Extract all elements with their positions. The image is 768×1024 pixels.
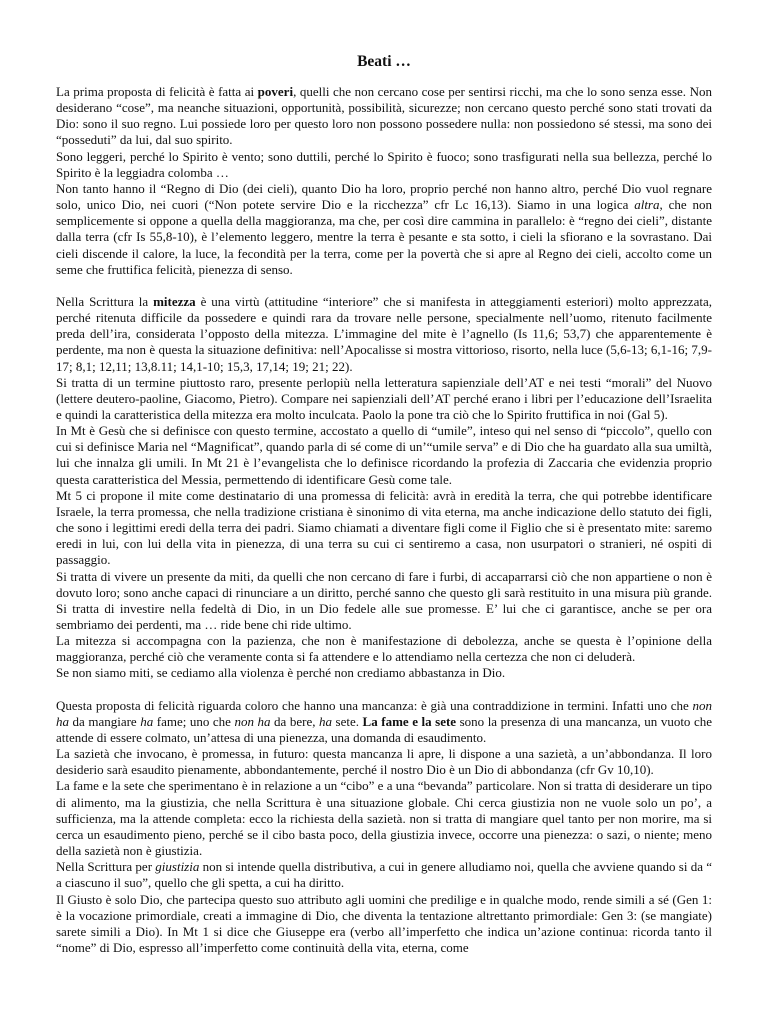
section-gap — [56, 278, 712, 294]
section-1 — [56, 84, 712, 278]
paragraph: Sono leggeri, perché lo Spirito è vento; sono duttili, perché lo Spirito è fuoco; sono trasfigurati nella sua bellezza, perché lo Spirito è la leggiadra colomba … — [56, 148, 712, 180]
paragraph: Il Giusto è solo Dio, che partecipa questo suo attributo agli uomini che predilige e in qualche modo, rende simili a sé (Gen 1: è la vocazione primordiale, creati a immagine di Dio, che diventa la tentazione altrettanto primordiale: Gen 3: (se mangiate) sarete simili a Dio). In Mt 1 si dice che Giuseppe era (verbo all’imperfetto che indica un’azione continua: ricorda tanto il “nome” di Dio, espresso all’imperfetto come continuità della vita, eterna, come — [56, 891, 712, 955]
paragraph: Se non siamo miti, se cediamo alla violenza è perché non crediamo abbastanza in Dio. — [56, 665, 506, 681]
section-gap — [56, 682, 712, 698]
paragraph: Nella Scrittura per giustizia non si intende quella distributiva, a cui in genere alludiamo noi, quella che avviene quando si da “ a ciascuno il suo”, quello che gli spetta, a cui ha diritto. — [56, 859, 713, 891]
italic-term: non ha — [234, 713, 271, 729]
paragraph: Questa proposta di felicità riguarda coloro che hanno una mancanza: è già una contraddizione in termini. Infatti uno che non ha da mangiare ha fame; uno che non ha da bere, ha sete. La fame e la sete sono la presenza di una mancanza, un vuoto che attende di essere colmato, un’attesa di una pienezza, una domanda di esaudimento. — [56, 697, 713, 745]
paragraph: La mitezza si accompagna con la pazienza, che non è manifestazione di debolezza, anche se questa è l’opinione della maggioranza, perché ciò che veramente conta si fa attendere e lo attendiamo nella certezza che non ci deluderà. — [56, 633, 712, 665]
document-title — [56, 52, 712, 72]
italic-term: giustizia — [155, 859, 200, 875]
italic-term: ha — [319, 713, 333, 729]
bold-term: poveri — [257, 84, 294, 99]
bold-term: La fame e la sete — [362, 713, 457, 729]
document-body — [56, 84, 712, 956]
title-text: Beati … — [357, 53, 411, 70]
italic-term: non ha — [56, 697, 712, 729]
paragraph: Mt 5 ci propone il mite come destinatario di una promessa di felicità: avrà in eredità la terra, che qui potrebbe identificare Israele, la terra promessa, che nella tradizione cristiana è sinonimo di vita eterna, ma anche indicazione dello statuto dei figli, che sono i legittimi eredi della terra dei padri. Siamo chiamati a diventare figli come il Figlio che si è presentato mite: saremo eredi in lui, con lui della vita in pienezza, di una terra su cui ci sentiremo a casa, non usurpatori o stranieri, né ospiti di passaggio. — [56, 487, 712, 568]
paragraph: Nella Scrittura la mitezza è una virtù (attitudine “interiore” che si manifesta in atteggiamenti esteriori) molto apprezzata, perché ritenuta difficile da possedere e quindi rara da trovare nelle persone, specialmente nell’uomo, ritenuto facilmente preda dell’ira, considerata l’opposto della mitezza. L’immagine del mite è l’agnello (Is 11,6; 53,7) che apparentemente è perdente, ma non è questa la situazione definitiva: nell’Apocalisse si mostra vittorioso, risorto, nella luce (5,6-13; 6,1-16; 7,9-17; 8,1; 12,11; 13,8.11; 14,1-10; 15,3, 17,14; 19; 21; 22). — [56, 293, 712, 374]
document-page — [56, 52, 712, 956]
paragraph: La sazietà che invocano, è promessa, in futuro: questa mancanza li apre, li dispone a una sazietà, a un’abbondanza. Il loro desiderio sarà esaudito pienamente, abbondantemente, perché il nostro Dio è un Dio di abbondanza (cfr Gv 10,10). — [56, 746, 712, 778]
bold-term: mitezza — [153, 293, 196, 309]
paragraph: La prima proposta di felicità è fatta ai poveri, quelli che non cercano cose per sentirsi ricchi, ma che lo sono senza esse. Non desiderano “cose”, ma neanche situazioni, opportunità, possibilità, sicurezze; non cercano questo perché sono stati trovati da Dio: sono il suo regno. Lui possiede loro per questo loro non possono possedere nulla: non possiedono sé stessi, ma sono dei “posseduti” da lui, dal suo spirito. — [56, 84, 712, 148]
italic-term: altra — [634, 197, 660, 213]
paragraph: In Mt è Gesù che si definisce con questo termine, accostato a quello di “umile”, inteso qui nel senso di “piccolo”, quello con cui si definisce Maria nel “Magnificat”, quando parla di sé come di un’“umile serva” e di Dio che ha guardato alla sua umiltà, lui che innalza gli umili. In Mt 21 è l’evangelista che lo definisce ricordando la profezia di Zaccaria che evidenzia proprio questa caratteristica del Messia, permettendo di identificare Gesù come tale. — [56, 423, 712, 487]
paragraph: Non tanto hanno il “Regno di Dio (dei cieli), quanto Dio ha loro, proprio perché non hanno altro, perché Dio vuol regnare solo, unico Dio, nei cuori (“Non potete servire Dio e la ricchezza” cfr Lc 16,13). Siamo in una logica altra, che non semplicemente si oppone a quella della maggioranza, ma che, per così dire cammina in parallelo: è “regno dei cieli”, distante dalla terra (cfr Is 55,8-10), è l’elemento leggero, mentre la terra è pesante e sta sotto, i cieli la sfiorano e la sovrastano. Dai cieli discende il calore, la luce, la fecondità per la terra, come per la povertà che si apre al Regno dei cieli, accolto come un seme che fruttifica felicità, pienezza di senso. — [56, 180, 712, 277]
section-2 — [56, 294, 712, 682]
section-3 — [56, 698, 712, 957]
italic-term: ha — [140, 713, 154, 729]
paragraph: Si tratta di un termine piuttosto raro, presente perlopiù nella letteratura sapienziale dell’AT e nei testi “morali” del Nuovo (lettere deutero-paoline, Giacomo, Pietro). Compare nei sapienziali dell’AT perché erano i libri per l’educazione dell’Israelita e quindi la caratteristica della mitezza era molto inculcata. Paolo la pone tra ciò che lo Spirito fruttifica in noi (Gal 5). — [56, 374, 712, 422]
paragraph: La fame e la sete che sperimentano è in relazione a un “cibo” e a una “bevanda” particolare. Non si tratta di desiderare un tipo di alimento, ma la giustizia, che nella Scrittura è una situazione globale. Chi cerca giustizia non ne vuole solo un po’, a sufficienza, ma la attende completa: ecco la richiesta della sazietà. non si tratta di mangiare quel tanto per non morire, ma si cerca un esaudimento pieno, perché se il cibo basta poco, della giustizia invece, occorre una pienezza: o sazi, o niente; meno della sazietà non è giustizia. — [56, 778, 712, 859]
paragraph: Si tratta di vivere un presente da miti, da quelli che non cercano di fare i furbi, di accaparrarsi ciò che non appartiene o non è dovuto loro; sono anche capaci di rinunciare a un diritto, perché sanno che questo gli sarà restituito in una misura più grande. Si tratta di investire nella fedeltà di Dio, in un Dio fedele alle sue promesse. E’ lui che ci garantisce, anche se per ora sembriamo dei perdenti, ma … ride bene chi ride ultimo. — [56, 568, 712, 632]
